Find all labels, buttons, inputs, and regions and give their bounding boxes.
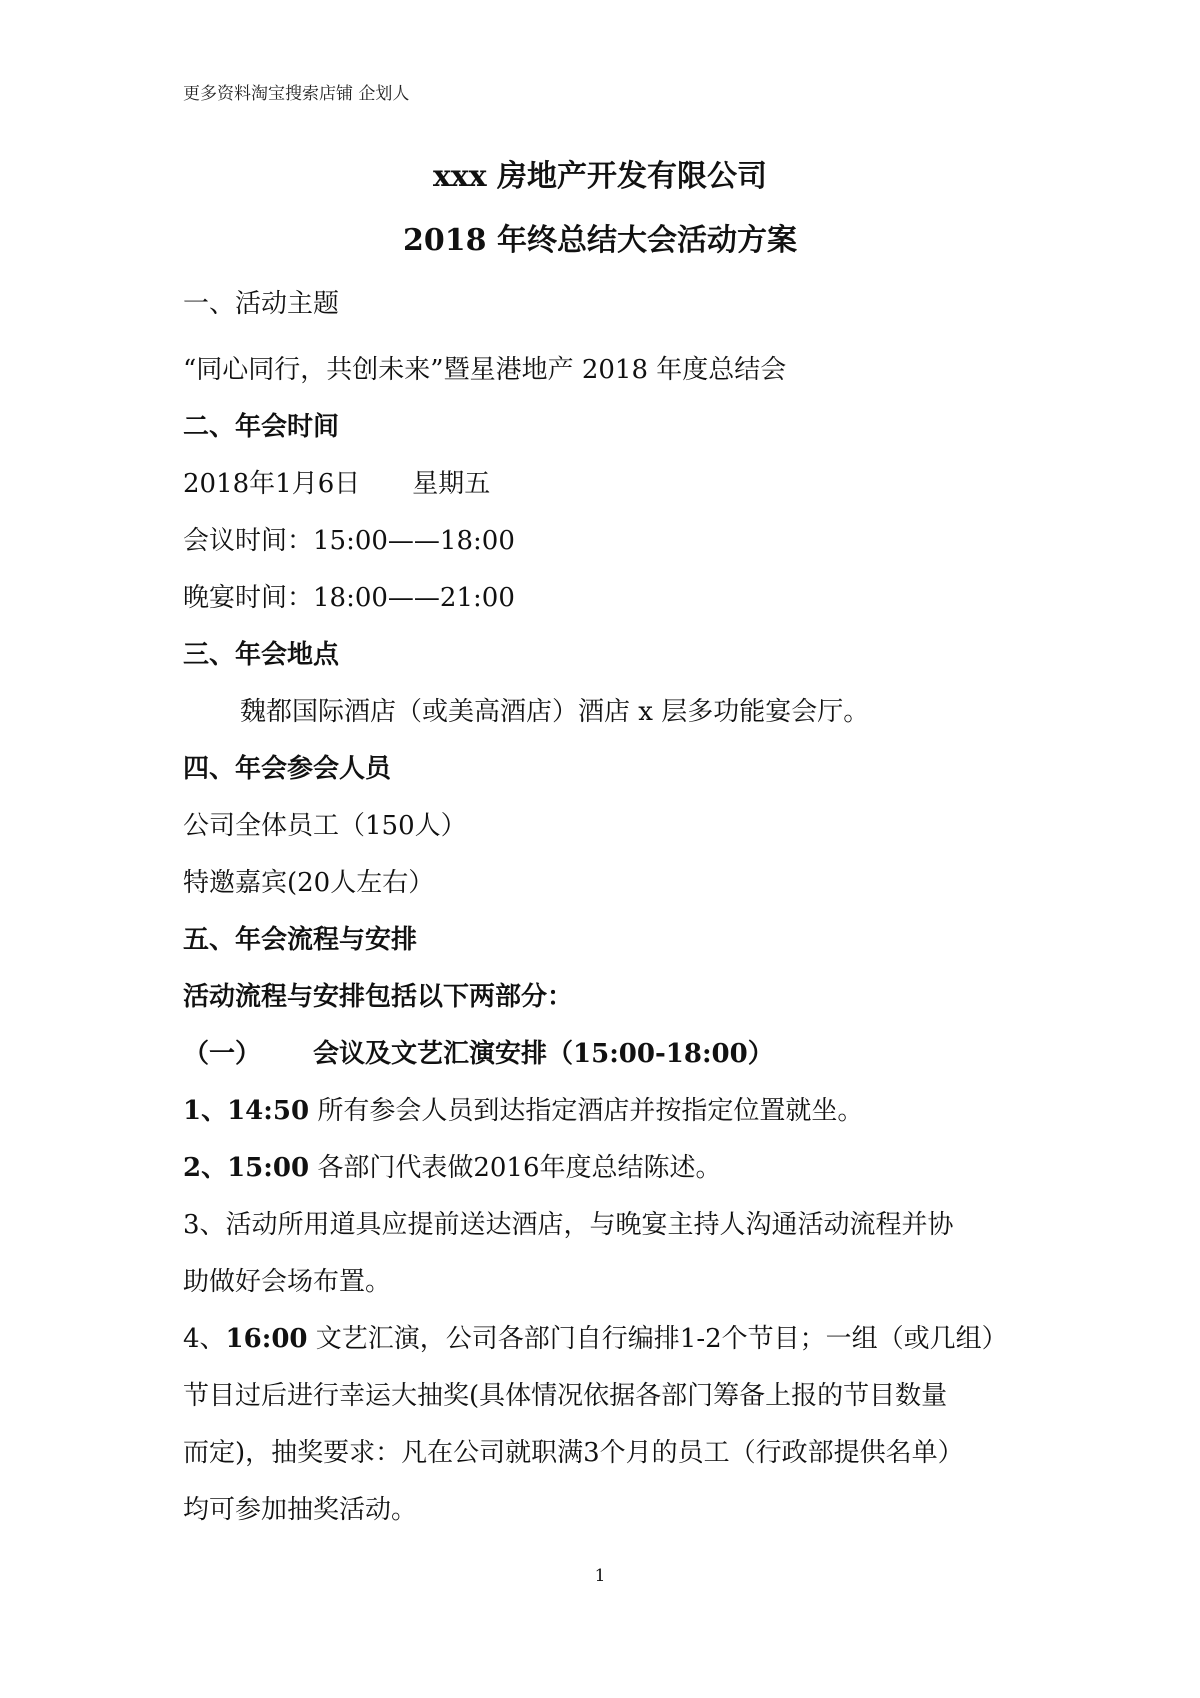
schedule-item-2 (183, 1155, 722, 1181)
schedule-item-4-line1 (183, 1326, 1008, 1352)
document-title-company: xxx 房地产开发有限公司 (432, 159, 768, 194)
schedule-item-3-line1: 3、活动所用道具应提前送达酒店，与晚宴主持人沟通活动流程并协 (183, 1210, 954, 1240)
item-time: 14:50 (227, 1096, 310, 1126)
event-weekday: 星期五 (412, 469, 491, 499)
item-text: 各部门代表做2016年度总结陈述。 (309, 1153, 722, 1183)
page-header: 更多资料淘宝搜索店铺 企划人 (183, 84, 410, 104)
dinner-time: 晚宴时间：18:00——21:00 (183, 583, 515, 613)
item-time: 15:00 (227, 1153, 310, 1183)
attendees-staff: 公司全体员工（150人） (183, 811, 467, 841)
event-date: 2018年1月6日 (183, 469, 361, 499)
theme-text: “同心同行，共创未来”暨星港地产 2018 年度总结会 (183, 355, 787, 385)
schedule-intro: 活动流程与安排包括以下两部分： (183, 982, 574, 1012)
location-text: 魏都国际酒店（或美高酒店）酒店 x 层多功能宴会厅。 (240, 697, 870, 727)
event-date-line (183, 471, 490, 497)
item-number: 1、 (183, 1096, 228, 1126)
part1-title: 会议及文艺汇演安排（15:00-18:00） (313, 1039, 774, 1069)
part1-number: （一） (183, 1039, 262, 1069)
item-number: 2、 (183, 1153, 228, 1183)
item-time: 16:00 (225, 1324, 308, 1354)
schedule-item-1 (183, 1098, 863, 1124)
schedule-item-4-line4: 均可参加抽奖活动。 (183, 1495, 418, 1525)
section-heading-theme: 一、活动主题 (183, 289, 340, 319)
section-heading-attendees: 四、年会参会人员 (183, 754, 392, 784)
section-heading-location: 三、年会地点 (183, 640, 340, 670)
item-number: 4、 (183, 1324, 226, 1354)
item-text: 所有参会人员到达指定酒店并按指定位置就坐。 (309, 1096, 864, 1126)
schedule-item-4-line2: 节目过后进行幸运大抽奖(具体情况依据各部门筹备上报的节目数量 (183, 1381, 948, 1411)
schedule-part1-heading (183, 1041, 774, 1067)
schedule-item-3-line2: 助做好会场布置。 (183, 1267, 392, 1297)
section-heading-schedule: 五、年会流程与安排 (183, 925, 418, 955)
schedule-item-4-line3: 而定)，抽奖要求：凡在公司就职满3个月的员工（行政部提供名单） (183, 1438, 964, 1468)
document-title-plan: 2018 年终总结大会活动方案 (403, 223, 797, 258)
section-heading-time: 二、年会时间 (183, 412, 340, 442)
attendees-guests: 特邀嘉宾(20人左右） (183, 868, 435, 898)
item-text: 文艺汇演，公司各部门自行编排1-2个节目；一组（或几组） (307, 1324, 1008, 1354)
page-number: 1 (594, 1566, 606, 1586)
meeting-time: 会议时间：15:00——18:00 (183, 526, 515, 556)
